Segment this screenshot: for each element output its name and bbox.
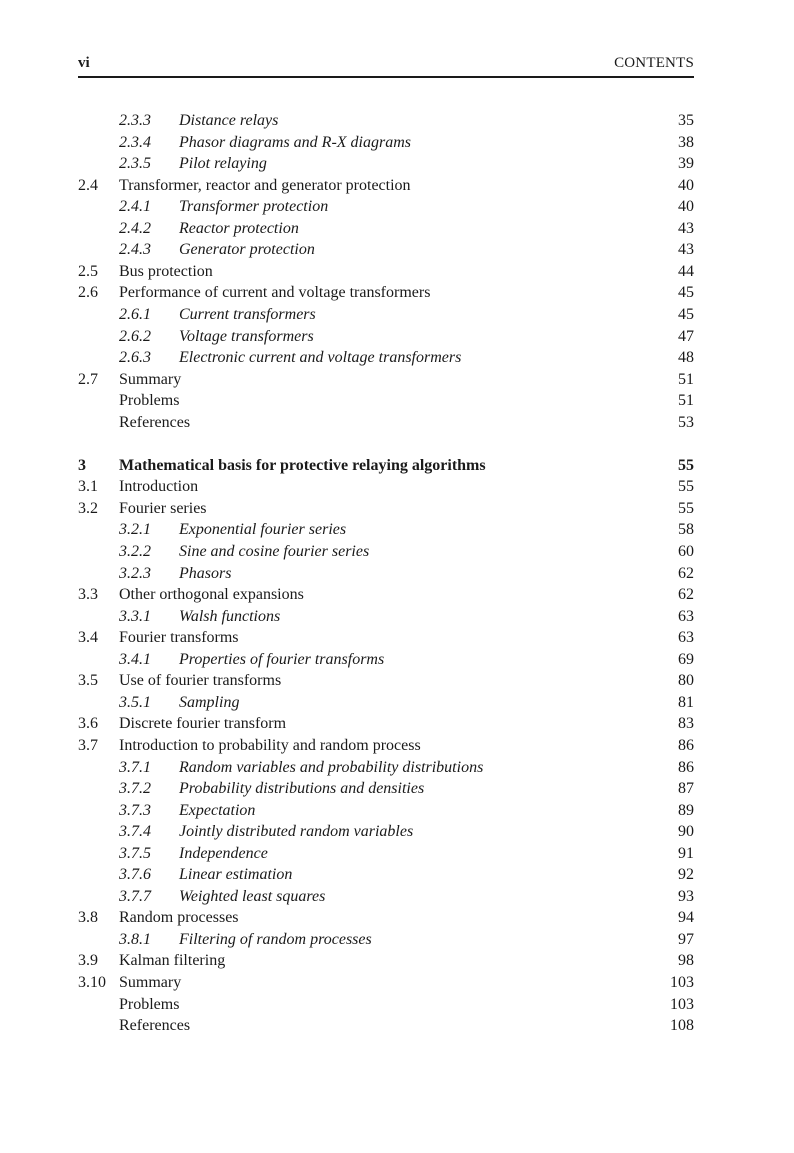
entry-page-number: 86 [678,758,694,776]
entry-title: Discrete fourier transform [119,715,287,733]
toc-section-entry[interactable] [0,390,794,411]
entry-page-number: 103 [670,995,694,1013]
toc-subsection-entry[interactable] [0,153,794,174]
entry-number: 2.5 [78,262,98,280]
entry-number: 3.6 [78,715,98,733]
entry-number: 3.2.3 [119,564,151,582]
toc-chapter-entry[interactable] [0,455,794,476]
entry-page-number: 93 [678,887,694,905]
entry-title: Probability distributions and densities [179,780,425,798]
entry-number: 3.3.1 [119,607,151,625]
entry-number: 3.2 [78,499,98,517]
entry-number: 3.4.1 [119,650,151,668]
entry-page-number: 51 [678,370,694,388]
entry-title: Properties of fourier transforms [179,650,385,668]
entry-page-number: 43 [678,219,694,237]
entry-title: Phasors [179,564,232,582]
entry-number: 3.5 [78,672,98,690]
entry-page-number: 60 [678,543,694,560]
entry-page-number: 63 [678,629,694,647]
entry-page-number: 51 [678,392,694,410]
entry-number: 3.7 [78,736,98,754]
toc-section-entry[interactable] [0,627,794,648]
toc-subsection-entry[interactable] [0,606,794,627]
toc-subsection-entry[interactable] [0,821,794,842]
entry-page-number: 98 [678,952,694,970]
entry-number: 3.7.4 [119,823,151,841]
entry-title: Sine and cosine fourier series [179,543,370,560]
toc-section-entry[interactable] [0,670,794,691]
toc-subsection-entry[interactable] [0,304,794,325]
entry-page-number: 89 [678,801,694,819]
entry-number: 3.1 [78,478,98,496]
entry-number: 3.4 [78,629,98,647]
entry-page-number: 45 [678,284,694,302]
entry-title: Independence [179,844,268,862]
entry-title: Summary [119,974,182,991]
entry-page-number: 48 [678,349,694,367]
toc-subsection-entry[interactable] [0,649,794,670]
toc-subsection-entry[interactable] [0,800,794,821]
toc-section-entry[interactable] [0,972,794,993]
entry-number: 2.4 [78,176,98,194]
entry-page-number: 58 [678,521,694,539]
toc-subsection-entry[interactable] [0,864,794,885]
entry-title: Electronic current and voltage transformers [179,349,462,367]
entry-page-number: 55 [678,499,694,517]
entry-page-number: 40 [678,198,694,216]
toc-section-entry[interactable] [0,584,794,605]
toc-subsection-entry[interactable] [0,110,794,131]
entry-title: References [119,413,191,431]
toc-section-entry[interactable] [0,369,794,390]
entry-title: Generator protection [179,241,315,259]
toc-subsection-entry[interactable] [0,239,794,260]
entry-number: 3.7.1 [119,758,151,776]
entry-page-number: 35 [678,112,694,129]
entry-number: 3.7.2 [119,780,151,798]
entry-title: Weighted least squares [179,887,326,905]
entry-page-number: 80 [678,672,694,690]
entry-title: Transformer protection [179,198,329,216]
entry-page-number: 45 [678,305,694,323]
entry-number: 2.6.2 [119,327,151,345]
toc-section-entry[interactable] [0,994,794,1015]
entry-number: 2.3.4 [119,133,151,151]
entry-page-number: 97 [678,930,694,948]
entry-title: Other orthogonal expansions [119,586,304,604]
entry-page-number: 63 [678,607,694,625]
entry-page-number: 44 [678,262,694,280]
entry-number: 2.4.3 [119,241,151,259]
entry-title: Phasor diagrams and R-X diagrams [179,133,412,151]
toc-subsection-entry[interactable] [0,929,794,950]
entry-title: Introduction to probability and random process [119,736,421,754]
entry-title: Pilot relaying [179,155,267,173]
page-number: vi [78,55,90,71]
entry-number: 2.4.1 [119,198,151,216]
entry-number: 2.4.2 [119,219,151,237]
entry-title: Kalman filtering [119,952,226,970]
entry-title: Distance relays [179,112,279,129]
entry-title: Filtering of random processes [179,930,372,948]
toc-subsection-entry[interactable] [0,757,794,778]
toc-subsection-entry[interactable] [0,778,794,799]
entry-title: Jointly distributed random variables [179,823,414,841]
entry-page-number: 43 [678,241,694,259]
entry-title: Current transformers [179,305,316,323]
entry-page-number: 83 [678,715,694,733]
entry-page-number: 47 [678,327,694,345]
toc-section-entry[interactable] [0,907,794,928]
toc-subsection-entry[interactable] [0,519,794,540]
toc-section-entry[interactable] [0,476,794,497]
entry-number: 3.7.6 [119,866,151,884]
entry-title: Problems [119,392,180,410]
entry-page-number: 94 [678,909,694,927]
entry-page-number: 53 [678,413,694,431]
entry-title: Introduction [119,478,199,496]
entry-page-number: 87 [678,780,694,798]
entry-title: Transformer, reactor and generator protection [119,176,411,194]
entry-number: 3 [78,456,86,474]
entry-title: Mathematical basis for protective relaying algorithms [119,456,486,474]
toc-subsection-entry[interactable] [0,886,794,907]
toc-subsection-entry[interactable] [0,326,794,347]
entry-title: Exponential fourier series [179,521,347,539]
entry-title: References [119,1017,191,1035]
entry-number: 3.2.2 [119,543,151,560]
header-rule [78,76,694,78]
entry-title: Summary [119,370,182,388]
entry-page-number: 90 [678,823,694,841]
toc-subsection-entry[interactable] [0,692,794,713]
entry-page-number: 86 [678,736,694,754]
toc-subsection-entry[interactable] [0,196,794,217]
entry-number: 3.2.1 [119,521,151,539]
entry-number: 2.6.3 [119,349,151,367]
toc-subsection-entry[interactable] [0,563,794,584]
toc-section-entry[interactable] [0,282,794,303]
entry-number: 3.9 [78,952,98,970]
entry-page-number: 91 [678,844,694,862]
toc-subsection-entry[interactable] [0,218,794,239]
toc-subsection-entry[interactable] [0,347,794,368]
entry-page-number: 62 [678,564,694,582]
entry-title: Performance of current and voltage transformers [119,284,431,302]
entry-title: Bus protection [119,262,213,280]
toc-section-entry[interactable] [0,261,794,282]
entry-number: 2.6.1 [119,305,151,323]
toc-section-entry[interactable] [0,950,794,971]
entry-number: 2.3.3 [119,112,151,129]
toc-section-entry[interactable] [0,498,794,519]
toc-section-entry[interactable] [0,412,794,433]
entry-number: 3.10 [78,974,106,991]
entry-title: Sampling [179,693,240,711]
toc-subsection-entry[interactable] [0,843,794,864]
entry-page-number: 55 [678,456,694,474]
entry-number: 3.7.3 [119,801,151,819]
toc-section-entry[interactable] [0,175,794,196]
entry-number: 2.3.5 [119,155,151,173]
toc-section-entry[interactable] [0,713,794,734]
entry-number: 3.8.1 [119,930,151,948]
entry-page-number: 69 [678,650,694,668]
entry-number: 3.3 [78,586,98,604]
entry-page-number: 81 [678,693,694,711]
entry-title: Use of fourier transforms [119,672,282,690]
entry-page-number: 38 [678,133,694,151]
entry-number: 3.7.5 [119,844,151,862]
entry-title: Walsh functions [179,607,281,625]
entry-title: Fourier series [119,499,207,517]
entry-number: 3.5.1 [119,693,151,711]
entry-title: Reactor protection [179,219,299,237]
entry-page-number: 55 [678,478,694,496]
entry-number: 2.6 [78,284,98,302]
entry-number: 2.7 [78,370,98,388]
entry-page-number: 92 [678,866,694,884]
entry-title: Random variables and probability distributions [179,758,484,776]
entry-number: 3.7.7 [119,887,151,905]
entry-page-number: 39 [678,155,694,173]
entry-title: Expectation [179,801,256,819]
running-title: CONTENTS [614,55,694,71]
entry-page-number: 103 [670,974,694,991]
entry-page-number: 108 [670,1017,694,1035]
entry-page-number: 40 [678,176,694,194]
entry-page-number: 62 [678,586,694,604]
entry-title: Problems [119,995,180,1013]
entry-title: Random processes [119,909,239,927]
entry-number: 3.8 [78,909,98,927]
toc-section-entry[interactable] [0,1015,794,1036]
entry-title: Fourier transforms [119,629,239,647]
toc-section-entry[interactable] [0,735,794,756]
entry-title: Linear estimation [179,866,293,884]
toc-subsection-entry[interactable] [0,132,794,153]
toc-subsection-entry[interactable] [0,541,794,562]
entry-title: Voltage transformers [179,327,314,345]
